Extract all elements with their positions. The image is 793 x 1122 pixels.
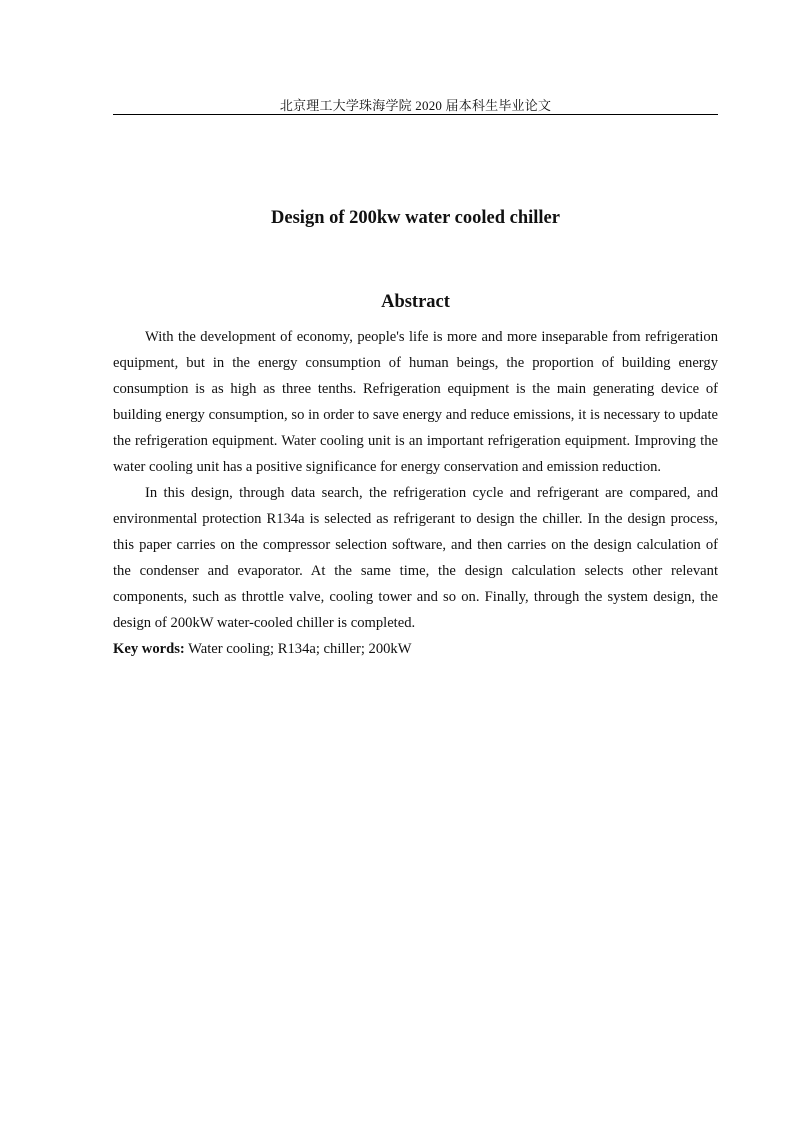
- keywords-value: Water cooling; R134a; chiller; 200kW: [188, 641, 412, 657]
- abstract-paragraph-2: In this design, through data search, the refrigeration cycle and refrigerant are compared, and environmental protection R134a is selected as refrigerant to design the chiller. In the design process, this paper carries on the compressor selection software, and then carries on the design calculation of the condenser and evaporator. At the same time, the design calculation selects other relevant components, such as throttle valve, cooling tower and so on. Finally, through the system design, the design of 200kW water-cooled chiller is completed.: [113, 485, 718, 631]
- keywords-label: Key words:: [113, 641, 185, 657]
- abstract-body: [113, 324, 718, 662]
- thesis-title: Design of 200kw water cooled chiller: [271, 208, 560, 228]
- abstract-paragraph-1: With the development of economy, people's life is more and more inseparable from refrigeration equipment, but in the energy consumption of human beings, the proportion of building energy consumption is as high as three tenths. Refrigeration equipment is the main generating device of building energy consumption, so in order to save energy and reduce emissions, it is necessary to update the refrigeration equipment. Water cooling unit is an important refrigeration equipment. Improving the water cooling unit has a positive significance for energy conservation and emission reduction.: [113, 329, 718, 475]
- abstract-heading: Abstract: [381, 292, 450, 312]
- page-header: 北京理工大学珠海学院 2020 届本科生毕业论文: [279, 98, 552, 113]
- header-rule: [113, 114, 718, 115]
- keywords-line: [113, 636, 718, 662]
